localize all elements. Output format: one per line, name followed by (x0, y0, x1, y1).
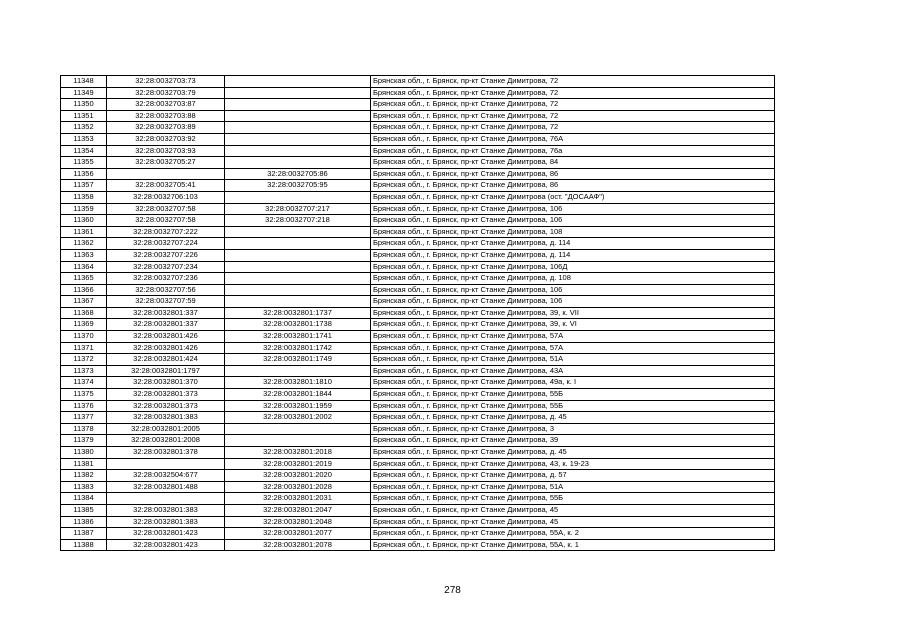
row-number-cell: 11388 (61, 539, 107, 551)
row-number-cell: 11375 (61, 389, 107, 401)
table-row (61, 110, 775, 122)
secondary-cadastral-number-cell (225, 145, 371, 157)
address-cell: Брянская обл., г. Брянск, пр-кт Станке Димитрова, 55А, к. 2 (371, 528, 775, 540)
row-number-cell: 11350 (61, 99, 107, 111)
table-row (61, 342, 775, 354)
cadastral-number-cell: 32:28:0032801:378 (107, 447, 225, 459)
row-number-cell: 11353 (61, 133, 107, 145)
cadastral-number-cell: 32:28:0032801:423 (107, 528, 225, 540)
address-cell: Брянская обл., г. Брянск, пр-кт Станке Димитрова, 72 (371, 76, 775, 88)
address-cell: Брянская обл., г. Брянск, пр-кт Станке Димитрова, 51А (371, 354, 775, 366)
table-row (61, 249, 775, 261)
cadastral-number-cell: 32:28:0032801:2005 (107, 423, 225, 435)
cadastral-number-cell: 32:28:0032801:2008 (107, 435, 225, 447)
secondary-cadastral-number-cell: 32:28:0032705:86 (225, 168, 371, 180)
address-cell: Брянская обл., г. Брянск, пр-кт Станке Димитрова, д. 108 (371, 273, 775, 285)
address-cell: Брянская обл., г. Брянск, пр-кт Станке Димитрова, 72 (371, 99, 775, 111)
cadastral-number-cell: 32:28:0032801:373 (107, 389, 225, 401)
address-cell: Брянская обл., г. Брянск, пр-кт Станке Димитрова, 72 (371, 110, 775, 122)
table-row (61, 539, 775, 551)
row-number-cell: 11364 (61, 261, 107, 273)
secondary-cadastral-number-cell: 32:28:0032801:2018 (225, 447, 371, 459)
table-row (61, 354, 775, 366)
table-row (61, 389, 775, 401)
address-cell: Брянская обл., г. Брянск, пр-кт Станке Димитрова, 55Б (371, 493, 775, 505)
address-cell: Брянская обл., г. Брянск, пр-кт Станке Димитрова, 106 (371, 203, 775, 215)
row-number-cell: 11359 (61, 203, 107, 215)
secondary-cadastral-number-cell: 32:28:0032801:2002 (225, 412, 371, 424)
row-number-cell: 11372 (61, 354, 107, 366)
table-row (61, 504, 775, 516)
row-number-cell: 11361 (61, 226, 107, 238)
address-cell: Брянская обл., г. Брянск, пр-кт Станке Димитрова, д. 45 (371, 412, 775, 424)
secondary-cadastral-number-cell: 32:28:0032801:1742 (225, 342, 371, 354)
cadastral-number-cell: 32:28:0032703:79 (107, 87, 225, 99)
row-number-cell: 11371 (61, 342, 107, 354)
cadastral-number-cell: 32:28:0032801:337 (107, 319, 225, 331)
row-number-cell: 11363 (61, 249, 107, 261)
cadastral-number-cell: 32:28:0032703:88 (107, 110, 225, 122)
address-cell: Брянская обл., г. Брянск, пр-кт Станке Димитрова, 76а (371, 145, 775, 157)
cadastral-number-cell: 32:28:0032707:224 (107, 238, 225, 250)
row-number-cell: 11373 (61, 365, 107, 377)
table-row (61, 412, 775, 424)
row-number-cell: 11362 (61, 238, 107, 250)
secondary-cadastral-number-cell: 32:28:0032801:2047 (225, 504, 371, 516)
row-number-cell: 11370 (61, 331, 107, 343)
address-cell: Брянская обл., г. Брянск, пр-кт Станке Димитрова, д. 45 (371, 447, 775, 459)
address-cell: Брянская обл., г. Брянск, пр-кт Станке Димитрова, 55Б (371, 389, 775, 401)
table-row (61, 377, 775, 389)
secondary-cadastral-number-cell (225, 76, 371, 88)
row-number-cell: 11358 (61, 191, 107, 203)
secondary-cadastral-number-cell (225, 435, 371, 447)
secondary-cadastral-number-cell: 32:28:0032801:1738 (225, 319, 371, 331)
secondary-cadastral-number-cell: 32:28:0032801:2020 (225, 470, 371, 482)
row-number-cell: 11360 (61, 215, 107, 227)
row-number-cell: 11348 (61, 76, 107, 88)
secondary-cadastral-number-cell (225, 238, 371, 250)
cadastral-number-cell: 32:28:0032703:92 (107, 133, 225, 145)
table-row (61, 331, 775, 343)
table-row (61, 470, 775, 482)
table-row (61, 226, 775, 238)
address-cell: Брянская обл., г. Брянск, пр-кт Станке Димитрова, 106 (371, 296, 775, 308)
table-row (61, 87, 775, 99)
table-row (61, 122, 775, 134)
secondary-cadastral-number-cell: 32:28:0032801:1959 (225, 400, 371, 412)
table-row (61, 76, 775, 88)
secondary-cadastral-number-cell: 32:28:0032707:217 (225, 203, 371, 215)
address-cell: Брянская обл., г. Брянск, пр-кт Станке Димитрова, 45 (371, 504, 775, 516)
row-number-cell: 11385 (61, 504, 107, 516)
cadastral-number-cell: 32:28:0032707:58 (107, 203, 225, 215)
secondary-cadastral-number-cell (225, 99, 371, 111)
table-row (61, 516, 775, 528)
secondary-cadastral-number-cell (225, 423, 371, 435)
table-row (61, 203, 775, 215)
cadastral-number-cell (107, 493, 225, 505)
secondary-cadastral-number-cell: 32:28:0032705:95 (225, 180, 371, 192)
secondary-cadastral-number-cell (225, 284, 371, 296)
cadastral-number-cell: 32:28:0032801:337 (107, 307, 225, 319)
address-cell: Брянская обл., г. Брянск, пр-кт Станке Димитрова, 86 (371, 168, 775, 180)
row-number-cell: 11352 (61, 122, 107, 134)
address-cell: Брянская обл., г. Брянск, пр-кт Станке Димитрова, д. 114 (371, 238, 775, 250)
table-row (61, 447, 775, 459)
row-number-cell: 11376 (61, 400, 107, 412)
address-cell: Брянская обл., г. Брянск, пр-кт Станке Димитрова, 55Б (371, 400, 775, 412)
secondary-cadastral-number-cell: 32:28:0032707:218 (225, 215, 371, 227)
cadastral-number-cell: 32:28:0032707:56 (107, 284, 225, 296)
row-number-cell: 11387 (61, 528, 107, 540)
address-cell: Брянская обл., г. Брянск, пр-кт Станке Димитрова, 108 (371, 226, 775, 238)
address-cell: Брянская обл., г. Брянск, пр-кт Станке Димитрова, 76А (371, 133, 775, 145)
secondary-cadastral-number-cell (225, 122, 371, 134)
cadastral-number-cell: 32:28:0032801:383 (107, 504, 225, 516)
table-row (61, 423, 775, 435)
row-number-cell: 11386 (61, 516, 107, 528)
row-number-cell: 11357 (61, 180, 107, 192)
secondary-cadastral-number-cell: 32:28:0032801:2028 (225, 481, 371, 493)
row-number-cell: 11382 (61, 470, 107, 482)
address-cell: Брянская обл., г. Брянск, пр-кт Станке Димитрова, 39, к. VI (371, 319, 775, 331)
secondary-cadastral-number-cell: 32:28:0032801:2031 (225, 493, 371, 505)
secondary-cadastral-number-cell: 32:28:0032801:2078 (225, 539, 371, 551)
address-cell: Брянская обл., г. Брянск, пр-кт Станке Димитрова, д. 57 (371, 470, 775, 482)
address-cell: Брянская обл., г. Брянск, пр-кт Станке Димитрова, 45 (371, 516, 775, 528)
address-cell: Брянская обл., г. Брянск, пр-кт Станке Димитрова, 72 (371, 87, 775, 99)
secondary-cadastral-number-cell: 32:28:0032801:1737 (225, 307, 371, 319)
address-cell: Брянская обл., г. Брянск, пр-кт Станке Димитрова, 39, к. VII (371, 307, 775, 319)
secondary-cadastral-number-cell (225, 133, 371, 145)
cadastral-number-cell: 32:28:0032707:234 (107, 261, 225, 273)
cadastral-number-cell: 32:28:0032801:423 (107, 539, 225, 551)
table-row (61, 319, 775, 331)
address-cell: Брянская обл., г. Брянск, пр-кт Станке Димитрова, 106 (371, 284, 775, 296)
row-number-cell: 11381 (61, 458, 107, 470)
row-number-cell: 11368 (61, 307, 107, 319)
table-row (61, 481, 775, 493)
secondary-cadastral-number-cell (225, 226, 371, 238)
cadastral-number-cell (107, 168, 225, 180)
cadastral-number-cell: 32:28:0032801:383 (107, 412, 225, 424)
cadastral-number-cell: 32:28:0032801:383 (107, 516, 225, 528)
secondary-cadastral-number-cell: 32:28:0032801:2019 (225, 458, 371, 470)
table-row (61, 365, 775, 377)
row-number-cell: 11355 (61, 157, 107, 169)
address-cell: Брянская обл., г. Брянск, пр-кт Станке Димитрова, 106Д (371, 261, 775, 273)
table-row (61, 273, 775, 285)
cadastral-number-cell (107, 458, 225, 470)
cadastral-number-cell: 32:28:0032706:103 (107, 191, 225, 203)
cadastral-number-cell: 32:28:0032801:370 (107, 377, 225, 389)
row-number-cell: 11378 (61, 423, 107, 435)
table-row (61, 296, 775, 308)
secondary-cadastral-number-cell (225, 296, 371, 308)
table-row (61, 157, 775, 169)
table-row (61, 400, 775, 412)
row-number-cell: 11384 (61, 493, 107, 505)
cadastral-number-cell: 32:28:0032707:58 (107, 215, 225, 227)
row-number-cell: 11349 (61, 87, 107, 99)
secondary-cadastral-number-cell: 32:28:0032801:1749 (225, 354, 371, 366)
page-number: 278 (444, 585, 461, 596)
cadastral-number-cell: 32:28:0032801:488 (107, 481, 225, 493)
secondary-cadastral-number-cell (225, 261, 371, 273)
table-row (61, 238, 775, 250)
secondary-cadastral-number-cell (225, 87, 371, 99)
table-row (61, 528, 775, 540)
registry-table (60, 75, 775, 551)
cadastral-number-cell: 32:28:0032703:93 (107, 145, 225, 157)
secondary-cadastral-number-cell: 32:28:0032801:2077 (225, 528, 371, 540)
cadastral-number-cell: 32:28:0032703:87 (107, 99, 225, 111)
secondary-cadastral-number-cell: 32:28:0032801:1810 (225, 377, 371, 389)
table-row (61, 168, 775, 180)
address-cell: Брянская обл., г. Брянск, пр-кт Станке Димитрова, 106 (371, 215, 775, 227)
row-number-cell: 11367 (61, 296, 107, 308)
address-cell: Брянская обл., г. Брянск, пр-кт Станке Димитрова (ост. "ДОСААФ") (371, 191, 775, 203)
table-row (61, 493, 775, 505)
cadastral-number-cell: 32:28:0032504:677 (107, 470, 225, 482)
address-cell: Брянская обл., г. Брянск, пр-кт Станке Димитрова, 49а, к. I (371, 377, 775, 389)
cadastral-number-cell: 32:28:0032801:1797 (107, 365, 225, 377)
address-cell: Брянская обл., г. Брянск, пр-кт Станке Димитрова, 57А (371, 331, 775, 343)
address-cell: Брянская обл., г. Брянск, пр-кт Станке Димитрова, 43А (371, 365, 775, 377)
address-cell: Брянская обл., г. Брянск, пр-кт Станке Димитрова, д. 114 (371, 249, 775, 261)
row-number-cell: 11356 (61, 168, 107, 180)
cadastral-number-cell: 32:28:0032707:226 (107, 249, 225, 261)
secondary-cadastral-number-cell (225, 191, 371, 203)
table-row (61, 99, 775, 111)
row-number-cell: 11365 (61, 273, 107, 285)
cadastral-number-cell: 32:28:0032801:424 (107, 354, 225, 366)
row-number-cell: 11374 (61, 377, 107, 389)
cadastral-number-cell: 32:28:0032707:59 (107, 296, 225, 308)
registry-table-body (61, 76, 775, 551)
table-row (61, 191, 775, 203)
secondary-cadastral-number-cell: 32:28:0032801:1741 (225, 331, 371, 343)
cadastral-number-cell: 32:28:0032703:89 (107, 122, 225, 134)
address-cell: Брянская обл., г. Брянск, пр-кт Станке Димитрова, 51А (371, 481, 775, 493)
address-cell: Брянская обл., г. Брянск, пр-кт Станке Димитрова, 39 (371, 435, 775, 447)
secondary-cadastral-number-cell (225, 157, 371, 169)
cadastral-number-cell: 32:28:0032703:73 (107, 76, 225, 88)
secondary-cadastral-number-cell (225, 110, 371, 122)
row-number-cell: 11383 (61, 481, 107, 493)
cadastral-number-cell: 32:28:0032801:426 (107, 342, 225, 354)
row-number-cell: 11354 (61, 145, 107, 157)
row-number-cell: 11380 (61, 447, 107, 459)
secondary-cadastral-number-cell (225, 249, 371, 261)
table-row (61, 145, 775, 157)
table-row (61, 261, 775, 273)
row-number-cell: 11366 (61, 284, 107, 296)
cadastral-number-cell: 32:28:0032705:27 (107, 157, 225, 169)
table-row (61, 307, 775, 319)
cadastral-number-cell: 32:28:0032707:236 (107, 273, 225, 285)
row-number-cell: 11369 (61, 319, 107, 331)
table-row (61, 458, 775, 470)
address-cell: Брянская обл., г. Брянск, пр-кт Станке Димитрова, 55А, к. 1 (371, 539, 775, 551)
row-number-cell: 11377 (61, 412, 107, 424)
table-row (61, 435, 775, 447)
table-row (61, 215, 775, 227)
address-cell: Брянская обл., г. Брянск, пр-кт Станке Димитрова, 86 (371, 180, 775, 192)
cadastral-number-cell: 32:28:0032801:426 (107, 331, 225, 343)
address-cell: Брянская обл., г. Брянск, пр-кт Станке Димитрова, 3 (371, 423, 775, 435)
cadastral-number-cell: 32:28:0032707:222 (107, 226, 225, 238)
secondary-cadastral-number-cell: 32:28:0032801:2048 (225, 516, 371, 528)
secondary-cadastral-number-cell (225, 365, 371, 377)
address-cell: Брянская обл., г. Брянск, пр-кт Станке Димитрова, 84 (371, 157, 775, 169)
secondary-cadastral-number-cell: 32:28:0032801:1844 (225, 389, 371, 401)
cadastral-number-cell: 32:28:0032801:373 (107, 400, 225, 412)
address-cell: Брянская обл., г. Брянск, пр-кт Станке Димитрова, 57А (371, 342, 775, 354)
secondary-cadastral-number-cell (225, 273, 371, 285)
table-row (61, 180, 775, 192)
row-number-cell: 11351 (61, 110, 107, 122)
table-row (61, 133, 775, 145)
cadastral-number-cell: 32:28:0032705:41 (107, 180, 225, 192)
address-cell: Брянская обл., г. Брянск, пр-кт Станке Димитрова, 43, к. 19-23 (371, 458, 775, 470)
row-number-cell: 11379 (61, 435, 107, 447)
table-row (61, 284, 775, 296)
address-cell: Брянская обл., г. Брянск, пр-кт Станке Димитрова, 72 (371, 122, 775, 134)
